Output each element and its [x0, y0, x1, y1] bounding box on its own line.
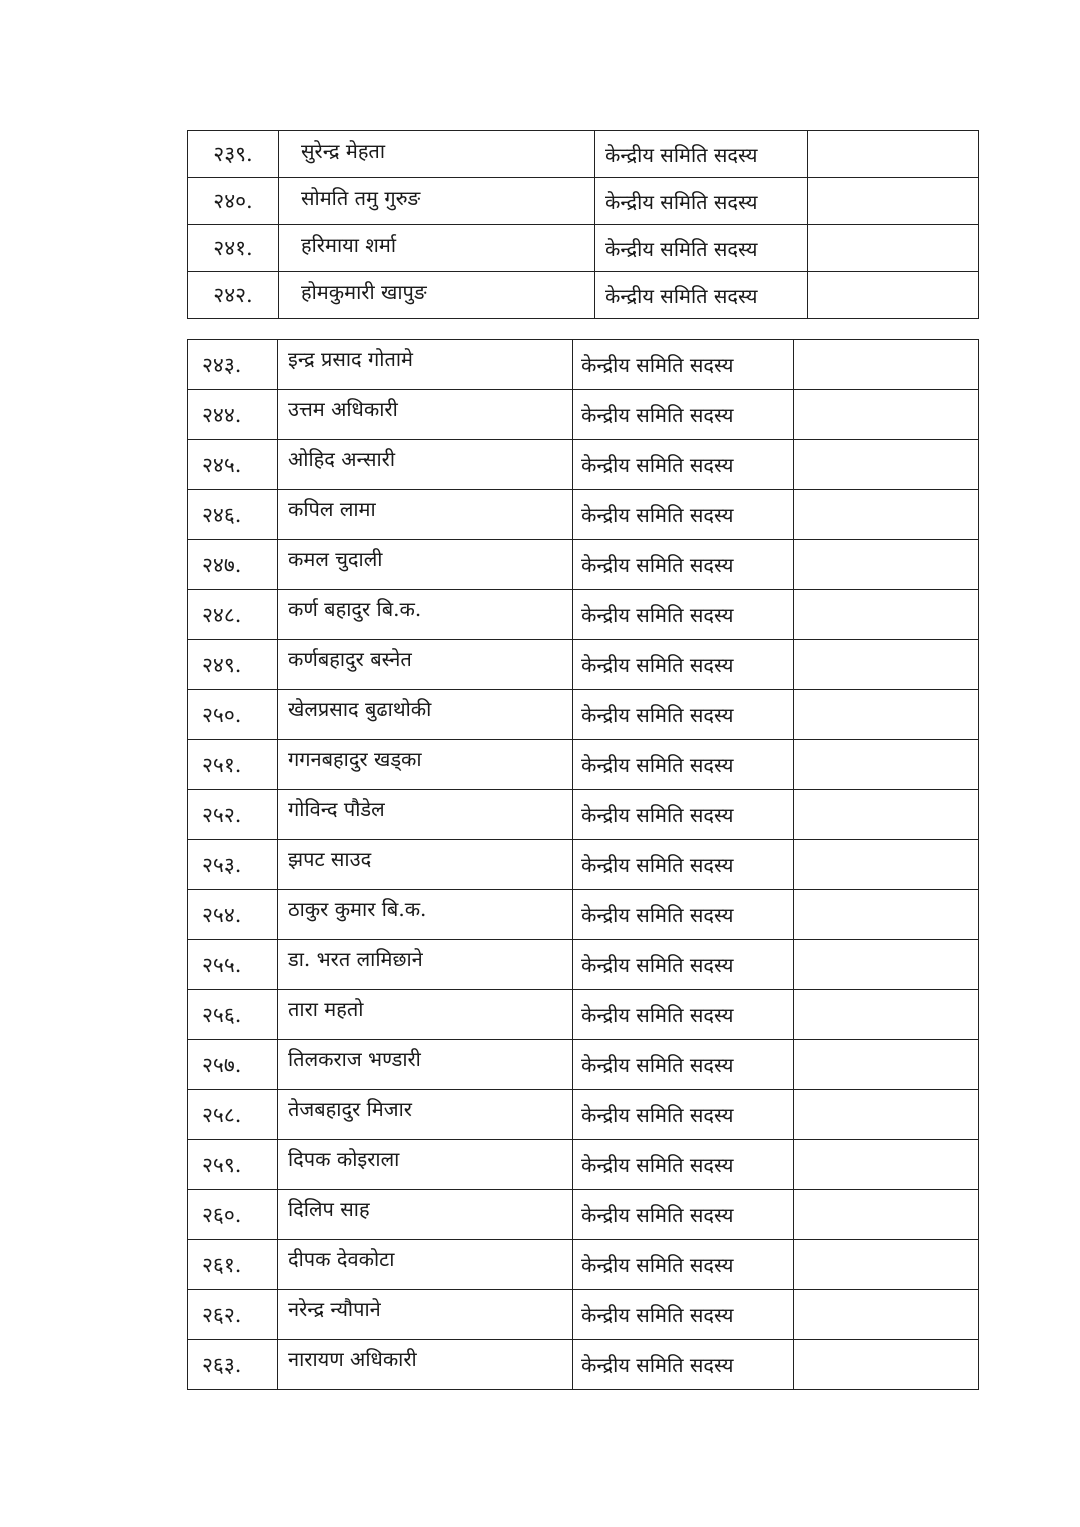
remarks-cell [794, 1090, 979, 1140]
serial-number-cell: २४७. [188, 540, 278, 590]
remarks-cell [794, 1140, 979, 1190]
table-row [188, 490, 979, 540]
member-role-cell: केन्द्रीय समिति सदस्य [573, 690, 794, 740]
member-name-cell: दिलिप साह [278, 1190, 573, 1240]
remarks-cell [794, 1240, 979, 1290]
serial-number-cell: २६१. [188, 1240, 278, 1290]
table-row [188, 640, 979, 690]
remarks-cell [794, 1340, 979, 1390]
member-name-cell: कर्णबहादुर बस्नेत [278, 640, 573, 690]
serial-number-cell: २५६. [188, 990, 278, 1040]
remarks-cell [794, 840, 979, 890]
serial-number-cell: २४८. [188, 590, 278, 640]
serial-number-cell: २५५. [188, 940, 278, 990]
serial-number-cell: २४२. [188, 272, 279, 319]
member-table-main-body [188, 340, 979, 1390]
member-role-cell: केन्द्रीय समिति सदस्य [573, 940, 794, 990]
table-row [188, 272, 979, 319]
serial-number-cell: २५१. [188, 740, 278, 790]
remarks-cell [794, 590, 979, 640]
member-table-top-body [188, 131, 979, 319]
serial-number-cell: २५४. [188, 890, 278, 940]
serial-number-cell: २५७. [188, 1040, 278, 1090]
serial-number-cell: २५९. [188, 1140, 278, 1190]
member-role-cell: केन्द्रीय समिति सदस्य [573, 1190, 794, 1240]
member-role-cell: केन्द्रीय समिति सदस्य [595, 272, 808, 319]
member-role-cell: केन्द्रीय समिति सदस्य [595, 178, 808, 225]
member-role-cell: केन्द्रीय समिति सदस्य [573, 840, 794, 890]
serial-number-cell: २६२. [188, 1290, 278, 1340]
member-role-cell: केन्द्रीय समिति सदस्य [595, 225, 808, 272]
member-name-cell: कपिल लामा [278, 490, 573, 540]
serial-number-cell: २४५. [188, 440, 278, 490]
member-name-cell: नरेन्द्र न्यौपाने [278, 1290, 573, 1340]
member-role-cell: केन्द्रीय समिति सदस्य [573, 390, 794, 440]
remarks-cell [794, 440, 979, 490]
remarks-cell [794, 390, 979, 440]
table-row [188, 840, 979, 890]
member-role-cell: केन्द्रीय समिति सदस्य [573, 640, 794, 690]
serial-number-cell: २४३. [188, 340, 278, 390]
member-name-cell: ठाकुर कुमार बि.क. [278, 890, 573, 940]
member-role-cell: केन्द्रीय समिति सदस्य [573, 890, 794, 940]
table-row [188, 1290, 979, 1340]
member-name-cell: नारायण अधिकारी [278, 1340, 573, 1390]
table-row [188, 390, 979, 440]
member-name-cell: डा. भरत लामिछाने [278, 940, 573, 990]
table-row [188, 440, 979, 490]
member-role-cell: केन्द्रीय समिति सदस्य [573, 440, 794, 490]
table-row [188, 1240, 979, 1290]
member-name-cell: गगनबहादुर खड्का [278, 740, 573, 790]
remarks-cell [794, 540, 979, 590]
table-row [188, 1140, 979, 1190]
member-name-cell: सुरेन्द्र मेहता [279, 131, 595, 178]
member-role-cell: केन्द्रीय समिति सदस्य [573, 590, 794, 640]
table-row [188, 1340, 979, 1390]
member-role-cell: केन्द्रीय समिति सदस्य [573, 1340, 794, 1390]
table-row [188, 890, 979, 940]
remarks-cell [794, 1190, 979, 1240]
member-table-main [187, 339, 979, 1390]
remarks-cell [794, 490, 979, 540]
member-role-cell: केन्द्रीय समिति सदस्य [573, 790, 794, 840]
serial-number-cell: २४६. [188, 490, 278, 540]
member-role-cell: केन्द्रीय समिति सदस्य [573, 340, 794, 390]
serial-number-cell: २५२. [188, 790, 278, 840]
table-row [188, 940, 979, 990]
remarks-cell [794, 1040, 979, 1090]
member-name-cell: दिपक कोइराला [278, 1140, 573, 1190]
member-role-cell: केन्द्रीय समिति सदस्य [573, 1240, 794, 1290]
member-role-cell: केन्द्रीय समिति सदस्य [573, 1290, 794, 1340]
table-row [188, 590, 979, 640]
serial-number-cell: २३९. [188, 131, 279, 178]
member-name-cell: कमल चुदाली [278, 540, 573, 590]
member-name-cell: कर्ण बहादुर बि.क. [278, 590, 573, 640]
remarks-cell [794, 340, 979, 390]
remarks-cell [794, 640, 979, 690]
remarks-cell [794, 1290, 979, 1340]
remarks-cell [794, 890, 979, 940]
member-role-cell: केन्द्रीय समिति सदस्य [573, 490, 794, 540]
table-row [188, 225, 979, 272]
serial-number-cell: २६३. [188, 1340, 278, 1390]
member-name-cell: तारा महतो [278, 990, 573, 1040]
table-row [188, 540, 979, 590]
table-row [188, 340, 979, 390]
serial-number-cell: २४१. [188, 225, 279, 272]
remarks-cell [808, 272, 979, 319]
member-role-cell: केन्द्रीय समिति सदस्य [573, 1140, 794, 1190]
remarks-cell [794, 990, 979, 1040]
member-role-cell: केन्द्रीय समिति सदस्य [573, 740, 794, 790]
serial-number-cell: २४९. [188, 640, 278, 690]
member-role-cell: केन्द्रीय समिति सदस्य [573, 1040, 794, 1090]
serial-number-cell: २५८. [188, 1090, 278, 1140]
serial-number-cell: २६०. [188, 1190, 278, 1240]
remarks-cell [794, 790, 979, 840]
member-name-cell: होमकुमारी खापुङ [279, 272, 595, 319]
member-name-cell: तेजबहादुर मिजार [278, 1090, 573, 1140]
member-role-cell: केन्द्रीय समिति सदस्य [573, 990, 794, 1040]
remarks-cell [808, 225, 979, 272]
member-role-cell: केन्द्रीय समिति सदस्य [595, 131, 808, 178]
member-name-cell: सोमति तमु गुरुङ [279, 178, 595, 225]
member-role-cell: केन्द्रीय समिति सदस्य [573, 540, 794, 590]
member-table-top [187, 130, 979, 319]
member-name-cell: दीपक देवकोटा [278, 1240, 573, 1290]
remarks-cell [808, 178, 979, 225]
member-name-cell: तिलकराज भण्डारी [278, 1040, 573, 1090]
member-name-cell: ओहिद अन्सारी [278, 440, 573, 490]
member-name-cell: हरिमाया शर्मा [279, 225, 595, 272]
table-row [188, 1040, 979, 1090]
table-row [188, 131, 979, 178]
table-row [188, 790, 979, 840]
remarks-cell [794, 940, 979, 990]
table-row [188, 990, 979, 1040]
member-name-cell: खेलप्रसाद बुढाथोकी [278, 690, 573, 740]
serial-number-cell: २४०. [188, 178, 279, 225]
table-row [188, 740, 979, 790]
serial-number-cell: २५३. [188, 840, 278, 890]
member-role-cell: केन्द्रीय समिति सदस्य [573, 1090, 794, 1140]
serial-number-cell: २४४. [188, 390, 278, 440]
remarks-cell [794, 740, 979, 790]
remarks-cell [794, 690, 979, 740]
table-row [188, 178, 979, 225]
member-name-cell: गोविन्द पौडेल [278, 790, 573, 840]
serial-number-cell: २५०. [188, 690, 278, 740]
member-name-cell: झपट साउद [278, 840, 573, 890]
remarks-cell [808, 131, 979, 178]
table-row [188, 690, 979, 740]
table-row [188, 1190, 979, 1240]
table-row [188, 1090, 979, 1140]
member-name-cell: उत्तम अधिकारी [278, 390, 573, 440]
member-name-cell: इन्द्र प्रसाद गोतामे [278, 340, 573, 390]
